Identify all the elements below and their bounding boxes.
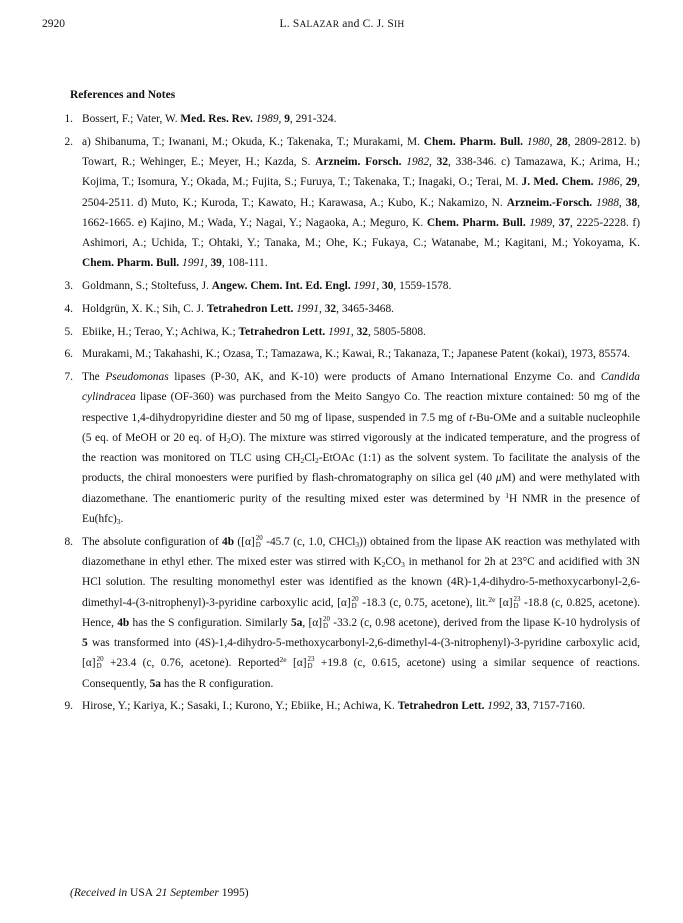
reference-text (82, 299, 640, 319)
text-run: , (319, 302, 325, 315)
text-run: M) and were methylated with diazomethane. The enantiomeric purity of the resulting mixed ester was determined by (82, 472, 640, 505)
reference-item (42, 299, 640, 319)
text-run: lipases (P-30, AK, and K-10) were products of Amano International Enzyme Co. and (168, 370, 601, 383)
superscript-subscript: 20 D (323, 614, 331, 630)
text-run: , 291-324. (289, 113, 337, 125)
italic-text: 1991 (182, 257, 205, 270)
bold-text: 39 (210, 257, 222, 270)
text-run: , (510, 700, 516, 713)
reference-text (82, 276, 640, 296)
bold-text: Angew. Chem. Int. Ed. Engl. (211, 280, 351, 293)
bold-text: 5a (149, 677, 161, 690)
section-title: References and Notes (70, 89, 176, 101)
reference-number: 1. (64, 113, 73, 125)
text-run: , 1662-1665. e) Kajino, M.; Wada, Y.; Nagai, Y.; Nagaoka, A.; Meguro, K. (82, 196, 640, 229)
italic-text: μ (495, 472, 502, 485)
superscript: 1 (505, 490, 509, 500)
text-run: , (429, 155, 437, 168)
text-run: The (82, 370, 106, 383)
text-run: , (618, 196, 626, 209)
subscript: 2 (381, 559, 386, 569)
bold-text: 5a (290, 616, 303, 629)
superscript-subscript: 20 D (351, 594, 359, 610)
text-run: a) Shibanuma, T.; Iwanani, M.; Okuda, K.; Takenaka, T.; Murakami, M. (82, 135, 424, 148)
text-run: Bossert, F.; Vater, W. (82, 113, 181, 125)
italic-text: 1988 (596, 196, 619, 209)
bold-text: 38 (625, 196, 638, 209)
superscript-subscript: 23 D (307, 655, 315, 671)
bold-text: Chem. Pharm. Bull. (426, 216, 526, 229)
reference-text (82, 367, 640, 529)
text-run: , 108-111. (221, 257, 268, 270)
italic-text: 1991 (353, 280, 377, 293)
bold-text: 28 (556, 135, 568, 148)
text-run: in methanol for 2h at 23°C and acidified with 3N HCl solution. The resulting monomethyl ester was identified as the known (4R)-1,4-dihydro-5-methoxycarbonyl-2,6-dimethyl-4-(3-nitrophenyl)-3-pyridine carboxylic acid, [α] (82, 555, 640, 609)
italic-text: 1982 (406, 155, 430, 168)
reference-number: 2. (64, 135, 73, 148)
subscript: 2 (300, 456, 305, 466)
bold-text: 32 (356, 325, 368, 338)
subscript: 3 (355, 539, 360, 549)
bold-text: 9 (284, 113, 290, 125)
bold-text: Arzneim.-Forsch. (506, 196, 593, 209)
text-run: CO (385, 555, 402, 568)
italic-text: 1989 (529, 216, 553, 229)
reference-item (42, 532, 640, 694)
subscript: 2 (226, 435, 231, 445)
text-run: , 2809-2812. b) Towart, R.; Wehinger, E.; Meyer, H.; Kazda, S. (82, 135, 640, 168)
bold-text: Med. Res. Rev. (180, 113, 253, 125)
reference-number: 5. (64, 325, 73, 338)
reference-number: 6. (64, 348, 73, 361)
bold-text: 29 (625, 176, 638, 189)
bold-text: Tetrahedron Lett. (206, 302, 294, 315)
text-run: +23.4 (c, 0.76, acetone). Reported (103, 657, 280, 670)
text-run: -EtOAc (1:1) as the solvent system. To facilitate the analysis of the products, the chiral monoesters were purified by flash-chromatography on silica gel (40 (82, 452, 640, 485)
text-run: , [α] (302, 616, 323, 629)
reference-number: 8. (64, 535, 73, 548)
bold-text: 32 (324, 302, 337, 315)
text-run: has the R configuration. (161, 677, 274, 690)
reference-item (42, 696, 640, 716)
superscript-subscript: 23 D (513, 594, 521, 610)
superscript: 2e (488, 594, 496, 604)
reference-item (42, 132, 640, 274)
text-run: has the S configuration. Similarly (129, 616, 291, 629)
reference-item (42, 322, 640, 342)
text-run: -Bu-OMe and a suitable nucleophile (5 eq. of MeOH or 20 eq. of H (82, 411, 641, 444)
reference-number: 4. (64, 302, 73, 315)
italic-text: 1991 (328, 325, 351, 338)
italic-text: Pseudomonas (105, 370, 169, 383)
reference-number: 7. (64, 370, 73, 383)
text-run: , 1559-1578. (393, 280, 452, 293)
bold-text: 33 (515, 700, 528, 713)
text-run: O). The mixture was stirred vigorously at the indicated temperature, and the progress of the reaction was monitored on TLC using CH (82, 431, 640, 465)
reference-number: 3. (64, 280, 73, 293)
superscript-subscript: 20 D (96, 655, 104, 671)
text-run: Holdgrün, X. K.; Sih, C. J. (82, 302, 207, 315)
bold-text: J. Med. Chem. (521, 176, 594, 189)
bold-text: Tetrahedron Lett. (238, 325, 326, 338)
reference-text (82, 132, 640, 274)
reference-text (82, 532, 640, 694)
bold-text: Tetrahedron Lett. (397, 700, 485, 713)
text-run: , 2225-2228. f) Ashimori, A.; Uchida, T.; Ohtaki, Y.; Tanaka, M.; Ohe, K.; Fukaya, C.; Watanabe, M.; Kagitani, M.; Yokoyama, K. (82, 216, 640, 250)
text-run: , (552, 216, 559, 229)
italic-text: Candida cylindracea (82, 370, 640, 404)
page-number: 2920 (42, 18, 65, 30)
text-run: , 338-346. c) Tamazawa, K.; Arima, H.; Kojima, T.; Isomura, Y.; Okada, M.; Fujita, S.; Furuya, T.; Takenaka, T.; Inagaki, O.; Terai, M. (82, 155, 640, 189)
text-run: ([α] (234, 535, 255, 548)
text-run: Cl (304, 452, 315, 465)
italic-text: 1986 (596, 176, 620, 189)
reference-item (42, 344, 640, 364)
italic-text: 1980 (526, 135, 550, 148)
italic-text: 1989 (255, 113, 279, 125)
reference-list (42, 109, 640, 719)
text-run: , 7157-7160. (527, 700, 586, 713)
text-run: . (120, 512, 124, 525)
text-run: )) obtained from the lipase AK reaction was methylated with diazomethane in ethyl ether. The mixed ester was stirred with K (82, 535, 640, 568)
bold-text: 30 (382, 280, 394, 293)
bold-text: 4b (117, 616, 130, 629)
page-header (42, 16, 642, 32)
text-run: , (204, 257, 211, 270)
reference-number: 9. (64, 700, 73, 713)
text-run: was transformed into (4S)-1,4-dihydro-5-methoxycarbonyl-2,6-dimethyl-4-(3-nitrophenyl)-3-pyridine carboxylic acid, [α] (82, 637, 640, 670)
text-run: -33.2 (c, 0.98 acetone), derived from the lipase K-10 hydrolysis of (330, 616, 640, 629)
text-run: , 2504-2511. d) Muto, K.; Kuroda, T.; Kawato, H.; Karawasa, A.; Kubo, K.; Nakamizo, N. (82, 176, 640, 209)
italic-text: 1992 (487, 700, 511, 713)
subscript: 2 (315, 456, 319, 466)
text-run: Goldmann, S.; Stoltefuss, J. (82, 280, 212, 293)
text-run: The absolute configuration of (82, 535, 223, 548)
reference-text (82, 109, 640, 129)
bold-text: 32 (436, 155, 449, 168)
subscript: 3 (401, 559, 405, 569)
bold-text: Chem. Pharm. Bull. (82, 257, 180, 270)
bold-text: 37 (558, 216, 571, 229)
running-head-authors: L. SALAZAR and C. J. SIH (279, 18, 405, 30)
reference-item (42, 367, 640, 529)
text-run: , (350, 325, 357, 338)
text-run: , (278, 113, 285, 125)
subscript: 3 (116, 516, 121, 526)
text-run: -18.3 (c, 0.75, acetone), lit. (358, 596, 489, 609)
italic-text: 1991 (296, 302, 320, 315)
text-run: +19.8 (c, 0.615, acetone) using a similar sequence of reactions. Consequently, (82, 657, 640, 690)
superscript: 2e (279, 655, 287, 665)
bold-text: Arzneim. Forsch. (315, 155, 402, 168)
bold-text: 5 (82, 637, 88, 650)
reference-item (42, 109, 640, 129)
text-run: Ebiike, H.; Terao, Y.; Achiwa, K.; (82, 325, 239, 338)
text-run: lipase (OF-360) was purchased from the Meito Sangyo Co. The reaction mixture contained: 50 mg of the respective 1,4-dihydropyridine diester and 50 mg of lipase, suspended in 7.5 mg of (82, 391, 640, 424)
text-run: , 3465-3468. (336, 302, 395, 315)
reference-text (82, 322, 640, 342)
text-run: [α] (286, 657, 307, 670)
bold-text: Chem. Pharm. Bull. (423, 135, 523, 148)
text-run: -18.8 (c, 0.825, acetone). Hence, (82, 596, 640, 629)
reference-item (42, 276, 640, 296)
bold-text: 4b (222, 535, 235, 548)
received-date: (Received in USA 21 September 1995) (70, 887, 249, 899)
text-run: , (376, 280, 383, 293)
text-run: , 5805-5808. (367, 325, 426, 338)
text-run: H NMR in the presence of Eu(hfc) (82, 492, 640, 525)
superscript-subscript: 20 D (255, 533, 263, 549)
text-run: [α] (495, 596, 513, 609)
text-run: , (619, 176, 626, 189)
reference-text (82, 696, 640, 716)
text-run: Murakami, M.; Takahashi, K.; Ozasa, T.; Tamazawa, K.; Kawai, R.; Takanaza, T.; Japanese Patent (kokai), 1973, 85574. (82, 348, 631, 361)
reference-text (82, 344, 640, 364)
italic-text: t (469, 411, 473, 424)
text-run: , (549, 135, 557, 148)
text-run: -45.7 (c, 1.0, CHCl (262, 535, 356, 548)
text-run: Hirose, Y.; Kariya, K.; Sasaki, I.; Kurono, Y.; Ebiike, H.; Achiwa, K. (82, 700, 398, 713)
